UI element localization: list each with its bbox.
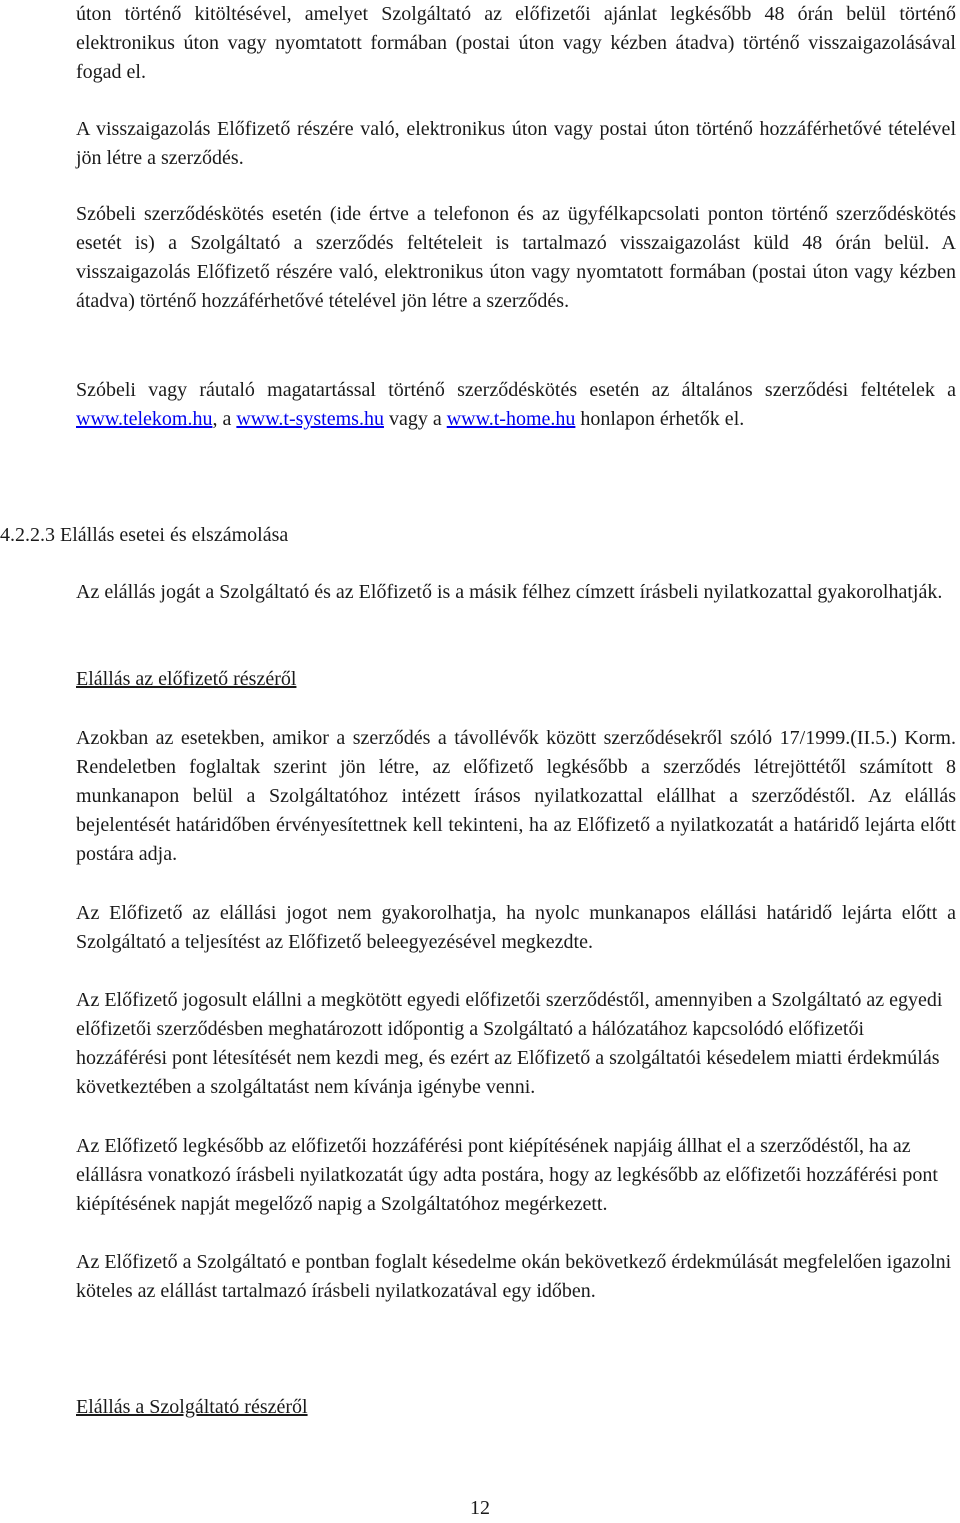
link-telekom[interactable]: www.telekom.hu xyxy=(76,408,213,430)
paragraph-order-acceptance: úton történő kitöltésével, amelyet Szolgáltató az előfizetői ajánlat legkésőbb 48 órán belül történő elektronikus úton vagy nyomtatott formában (postai úton vagy kézben átadva) történő visszaigazolásával fogad el. xyxy=(76,3,956,83)
paragraph-confirmation-electronic: A visszaigazolás Előfizető részére való, elektronikus úton vagy postai úton történő hozzáférhetővé tételével jön létre a szerződés. xyxy=(76,118,956,169)
subheading-subscriber-withdrawal: Elállás az előfizető részéről xyxy=(76,668,297,690)
paragraph-withdrawal-right: Az elállás jogát a Szolgáltató és az Előfizető is a másik félhez címzett írásbeli nyilatkozattal gyakorolhatják. xyxy=(76,581,943,603)
general-terms-text: Szóbeli vagy ráutaló magatartással történő szerződéskötés esetén az általános szerződési feltételek a xyxy=(76,379,956,401)
link-separator: vagy a xyxy=(383,408,447,430)
link-t-home[interactable]: www.t-home.hu xyxy=(446,408,576,430)
paragraph-oral-contract: Szóbeli szerződéskötés esetén (ide értve a telefonon és az ügyfélkapcsolati ponton történő szerződéskötés esetét is) a Szolgáltató a szerződés feltételeit is tartalmazó visszaigazolást küld 48 órán belül. A visszaigazolás Előfizető részére való, elektronikus úton vagy nyomtatott formában (postai úton vagy kézben átadva) történő hozzáférhetővé tételével jön létre a szerződés. xyxy=(76,203,956,312)
paragraph-proof-of-loss: Az Előfizető a Szolgáltató e pontban foglalt késedelme okán bekövetkező érdekmúlását megfelelően igazolni köteles az elállást tartalmazó írásbeli nyilatkozatával egy időben. xyxy=(76,1251,952,1302)
page-number: 12 xyxy=(470,1497,490,1519)
paragraph-withdrawal-deadline: Az Előfizető legkésőbb az előfizetői hozzáférési pont kiépítésének napjáig állhat el a szerződéstől, ha az elállásra vonatkozó írásbeli nyilatkozatát úgy adta postára, hogy az legkésőbb az előfizetői hozzáférési pont kiépítésének napját megelőző napig a Szolgáltatóhoz megérkezett. xyxy=(76,1135,938,1215)
general-terms-text-end: honlapon érhetők el. xyxy=(575,408,745,430)
paragraph-delay-withdrawal: Az Előfizető jogosult elállni a megkötött egyedi előfizetői szerződéstől, amennyiben a Szolgáltató az egyedi előfizetői szerződésben meghatározott időpontig a Szolgáltató a hálózatához kapcsolódó előfizetői hozzáférési pont létesítését nem kezdi meg, és ezért az Előfizető a szolgáltatói késedelem miatti érdekmúlás következtében a szolgáltatást nem kívánja igénybe venni. xyxy=(76,989,943,1098)
paragraph-distance-contract: Azokban az esetekben, amikor a szerződés a távollévők között szerződésekről szóló 17/1999.(II.5.) Korm. Rendeletben foglaltak szerint jön létre, az előfizető legkésőbb a szerződés létrejöttétől számított 8 munkanapon belül a Szolgáltatóhoz intézett írásos nyilatkozattal elállhat a szerződéstől. Az elállás bejelentését határidőben érvényesítettnek kell tekinteni, ha az Előfizető a nyilatkozatát a határidő lejárta előtt postára adja. xyxy=(76,727,956,865)
link-separator: , a xyxy=(212,408,237,430)
paragraph-no-withdrawal: Az Előfizető az elállási jogot nem gyakorolhatja, ha nyolc munkanapos elállási határidő lejárta előtt a Szolgáltató a teljesítést az Előfizető beleegyezésével megkezdte. xyxy=(76,902,956,953)
section-heading: 4.2.2.3 Elállás esetei és elszámolása xyxy=(0,524,289,546)
link-t-systems[interactable]: www.t-systems.hu xyxy=(236,408,384,430)
subheading-provider-withdrawal: Elállás a Szolgáltató részéről xyxy=(76,1396,308,1418)
paragraph-general-terms-links xyxy=(76,376,956,434)
